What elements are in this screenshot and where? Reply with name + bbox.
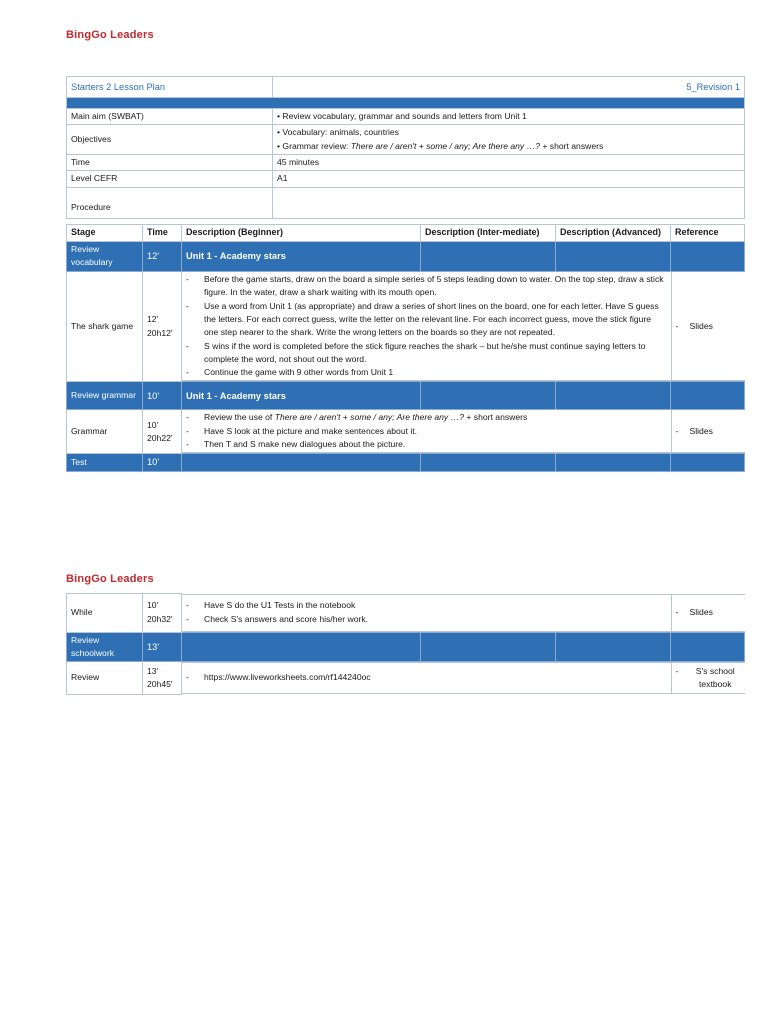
procedure-table-continued <box>66 593 745 695</box>
list-item: - Have S do the U1 Tests in the notebook <box>186 599 667 612</box>
time-cell <box>143 594 182 633</box>
stage-cell: While <box>67 594 143 633</box>
section-time: 10' <box>143 454 182 471</box>
header-intermediate: Description (Inter-mediate) <box>421 225 556 242</box>
description-cell <box>182 594 745 633</box>
reference-text: Slides <box>689 425 713 436</box>
section-time: 13' <box>143 632 182 662</box>
section-stage: Review schoolwork <box>67 632 143 662</box>
list-item: - Then T and S make new dialogues about the picture. <box>186 438 667 451</box>
main-aim-value: • Review vocabulary, grammar and sounds and letters from Unit 1 <box>273 109 745 125</box>
section-row-review-grammar <box>67 382 745 410</box>
time-cell <box>143 410 182 454</box>
procedure-row <box>67 187 745 218</box>
header-stage: Stage <box>67 225 143 242</box>
lesson-info-table <box>66 76 745 219</box>
time-duration: 10' <box>147 419 159 430</box>
brand-logo: BingGo Leaders <box>66 29 154 41</box>
objectives-label: Objectives <box>67 125 273 155</box>
worksheet-link[interactable]: - https://www.liveworksheets.com/rf144240oc <box>186 671 667 684</box>
brand-logo-page-2: BingGo Leaders <box>66 573 154 585</box>
list-item: - Check S's answers and score his/her work. <box>186 613 667 626</box>
stage-cell: Grammar <box>67 410 143 454</box>
level-label: Level CEFR <box>67 171 273 187</box>
time-label: Time <box>67 154 273 170</box>
stage-cell: The shark game <box>67 271 143 382</box>
grammar-steps-list <box>186 411 667 451</box>
blue-divider-row <box>67 98 745 109</box>
main-aim-label: Main aim (SWBAT) <box>67 109 273 125</box>
level-value: A1 <box>273 171 745 187</box>
section-time: 10' <box>143 382 182 410</box>
section-stage: Test <box>67 454 143 471</box>
shark-steps-list <box>186 273 667 380</box>
table-row-while <box>67 594 745 633</box>
description-cell <box>182 662 745 695</box>
list-item <box>186 411 667 424</box>
item-suffix: + short answers <box>464 412 528 423</box>
list-item: - S wins if the word is completed before the stick figure reaches the shark – but he/she must continue saying letters to complete the word, not shout out the word. <box>186 340 667 367</box>
main-aim-row <box>67 109 745 125</box>
reference-text: Slides <box>689 320 713 331</box>
time-duration: 13' <box>147 665 159 676</box>
level-row <box>67 171 745 187</box>
section-row-test <box>67 454 745 471</box>
time-duration: 12' <box>147 314 159 325</box>
procedure-value <box>273 187 745 218</box>
time-cell <box>143 271 182 382</box>
header-beginner: Description (Beginner) <box>182 225 421 242</box>
reference-cell: - Slides <box>671 272 745 381</box>
time-clock: 20h12' <box>147 327 173 338</box>
list-item: - Before the game starts, draw on the board a simple series of 5 steps leading down to water. On the top step, draw a stick figure. In the water, draw a shark waiting with its mouth open. <box>186 273 667 300</box>
table-row-review <box>67 662 745 695</box>
time-clock: 20h22' <box>147 432 173 443</box>
table-header-row <box>67 225 745 242</box>
header-time: Time <box>143 225 182 242</box>
time-row <box>67 154 745 170</box>
lesson-title-row <box>67 77 745 98</box>
description-cell <box>182 271 745 382</box>
objectives-line-2-suffix: + short answers <box>539 140 604 151</box>
header-reference: Reference <box>671 225 745 242</box>
section-row-review-schoolwork <box>67 632 745 662</box>
table-row-shark-game <box>67 271 745 382</box>
section-title: Unit 1 - Academy stars <box>182 241 421 271</box>
list-item: - Continue the game with 9 other words from Unit 1 <box>186 366 667 379</box>
header-advanced: Description (Advanced) <box>556 225 671 242</box>
lesson-code: 5_Revision 1 <box>273 77 745 98</box>
objectives-line-2-italic: There are / aren't + some / any; Are there any …? <box>350 140 540 151</box>
item-italic: There are / aren't + some / any; Are there any …? <box>274 412 464 423</box>
time-clock: 20h32' <box>147 613 173 624</box>
time-duration: 10' <box>147 600 159 611</box>
while-steps-list <box>186 599 667 626</box>
section-row-review-vocabulary <box>67 241 745 271</box>
list-item: - Have S look at the picture and make sentences about it. <box>186 425 667 438</box>
objectives-line-1: • Vocabulary: animals, countries <box>277 127 399 138</box>
reference-cell: - Slides <box>671 594 745 631</box>
time-cell <box>143 662 182 695</box>
procedure-label: Procedure <box>67 187 273 218</box>
description-cell <box>182 410 745 454</box>
time-clock: 20h45' <box>147 678 173 689</box>
reference-text: S's school textbook <box>695 665 735 690</box>
section-title: Unit 1 - Academy stars <box>182 382 421 410</box>
objectives-line-2-prefix: • Grammar review: <box>277 140 351 151</box>
stage-cell: Review <box>67 662 143 695</box>
reference-cell: - Slides <box>671 410 745 452</box>
time-value: 45 minutes <box>273 154 745 170</box>
reference-cell: - S's school textbook <box>671 663 745 694</box>
table-row-grammar <box>67 410 745 454</box>
list-item: - Use a word from Unit 1 (as appropriate) and draw a series of short lines on the board, one for each letter. Have S guess the letters. For each correct guess, write the letter on the relevant line. For each incorrect guess, move the stick figure one step nearer to the shark. Write the wrong letters on the boards so they are not repeated. <box>186 300 667 340</box>
lesson-title: Starters 2 Lesson Plan <box>67 77 273 98</box>
review-steps-list <box>186 671 667 684</box>
objectives-value <box>273 125 745 155</box>
section-time: 12' <box>143 241 182 271</box>
section-stage: Review grammar <box>67 382 143 410</box>
item-prefix: Review the use of <box>204 412 275 423</box>
reference-text: Slides <box>689 606 713 617</box>
procedure-table <box>66 224 745 472</box>
objectives-row <box>67 125 745 155</box>
section-stage: Review vocabulary <box>67 241 143 271</box>
objectives-line-2 <box>277 140 740 153</box>
